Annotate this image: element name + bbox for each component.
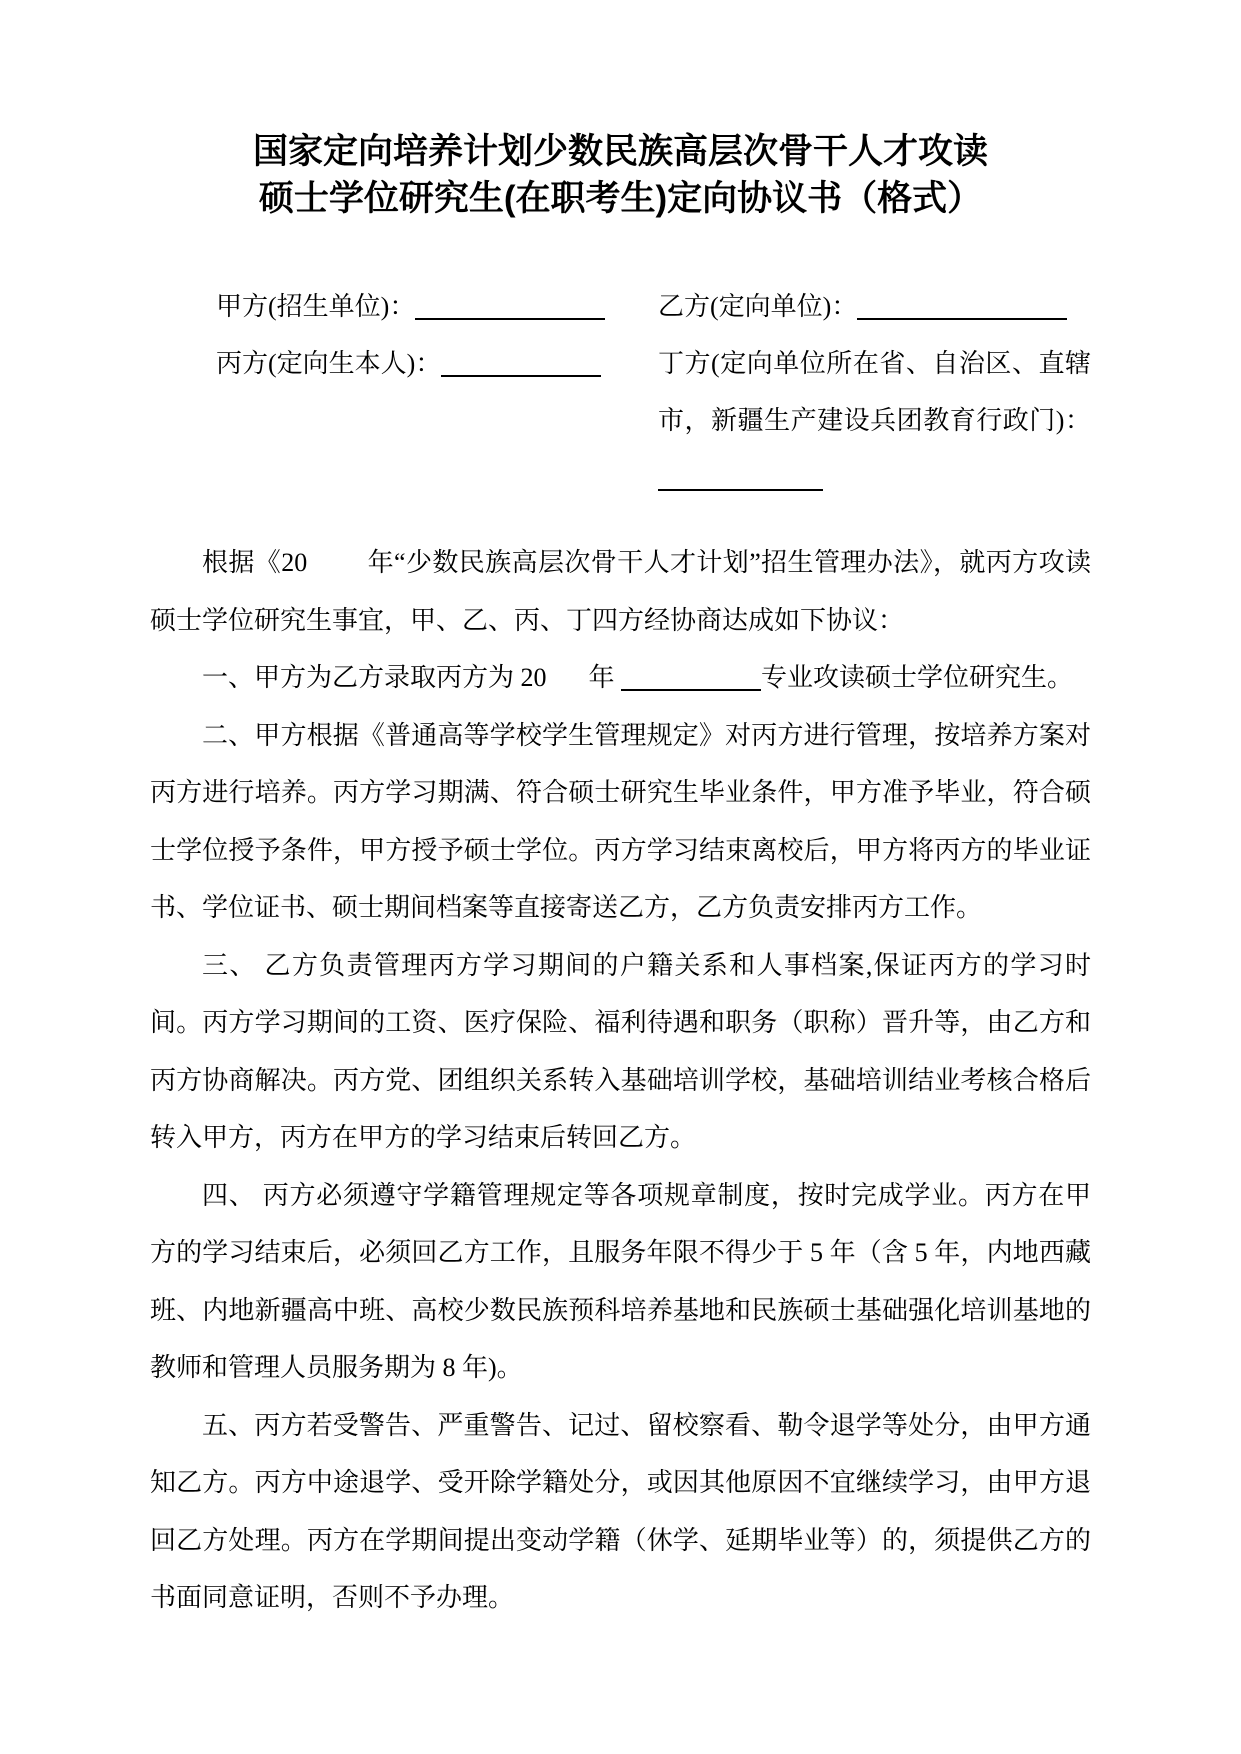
clause-2-paragraph: 二、甲方根据《普通高等学校学生管理规定》对丙方进行管理，按培养方案对丙方进行培养。丙方学习期满、符合硕士研究生毕业条件，甲方准予毕业，符合硕士学位授予条件，甲方授予硕士学位。丙方学习结束离校后，甲方将丙方的毕业证书、学位证书、硕士期间档案等直接寄送乙方，乙方负责安排丙方工作。 (150, 720, 1091, 922)
clause-5-paragraph: 五、丙方若受警告、严重警告、记过、留校察看、勒令退学等处分，由甲方通知乙方。丙方中途退学、受开除学籍处分，或因其他原因不宜继续学习，由甲方退回乙方处理。丙方在学期间提出变动学籍（休学、延期毕业等）的，须提供乙方的书面同意证明，否则不予办理。 (150, 1410, 1091, 1612)
document-title (150, 128, 1091, 222)
party-d-blank-field[interactable] (658, 463, 823, 491)
clause-1-paragraph (150, 649, 1091, 707)
parties-right-column (618, 278, 1091, 506)
document-title-line1: 国家定向培养计划少数民族高层次骨干人才攻读 (252, 132, 988, 171)
clause-1-text-2: 年 (588, 663, 615, 692)
parties-left-column (150, 278, 618, 506)
party-c-blank-field[interactable] (441, 349, 601, 377)
document-title-line2: 硕士学位研究生(在职考生)定向协议书（格式） (258, 179, 983, 218)
clause-4-paragraph: 四、 丙方必须遵守学籍管理规定等各项规章制度，按时完成学业。丙方在甲方的学习结束后，必须回乙方工作，且服务年限不得少于 5 年（含 5 年，内地西藏班、内地新疆高中班、高校少数民族预科培养基地和民族硕士基础强化培训基地的教师和管理人员服务期为 8 年)。 (150, 1180, 1091, 1382)
party-a-line (216, 278, 618, 335)
party-a-blank-field[interactable] (415, 292, 605, 320)
document-content (0, 128, 1241, 1627)
party-b-blank-field[interactable] (857, 292, 1067, 320)
party-c-line (216, 335, 618, 392)
clause-1-text-1: 一、甲方为乙方录取丙方为 20 (202, 663, 547, 692)
agreement-body (150, 534, 1091, 1627)
intro-paragraph (150, 534, 1091, 649)
intro-text-after-year: 年“少数民族高层次骨干人才计划”招生管理办法》，就丙方攻读硕士学位研究生事宜，甲、乙、丙、丁四方经协商达成如下协议： (150, 548, 1091, 635)
clause-1-text-3: 专业攻读硕士学位研究生。 (761, 663, 1074, 692)
party-b-line (658, 278, 1091, 335)
party-b-label: 乙方(定向单位)： (658, 292, 858, 321)
major-blank-field[interactable] (621, 663, 761, 691)
party-d-line (658, 335, 1091, 506)
parties-block (150, 278, 1091, 506)
party-c-label: 丙方(定向生本人)： (216, 349, 442, 378)
party-a-label: 甲方(招生单位)： (216, 292, 416, 321)
clause-3-paragraph: 三、 乙方负责管理丙方学习期间的户籍关系和人事档案,保证丙方的学习时间。丙方学习期间的工资、医疗保险、福利待遇和职务（职称）晋升等，由乙方和丙方协商解决。丙方党、团组织关系转入基础培训学校，基础培训结业考核合格后转入甲方，丙方在甲方的学习结束后转回乙方。 (150, 950, 1091, 1152)
intro-text-before-year: 根据《20 (202, 548, 308, 577)
party-d-label: 丁方(定向单位所在省、自治区、直辖市，新疆生产建设兵团教育行政门)： (658, 349, 1091, 435)
